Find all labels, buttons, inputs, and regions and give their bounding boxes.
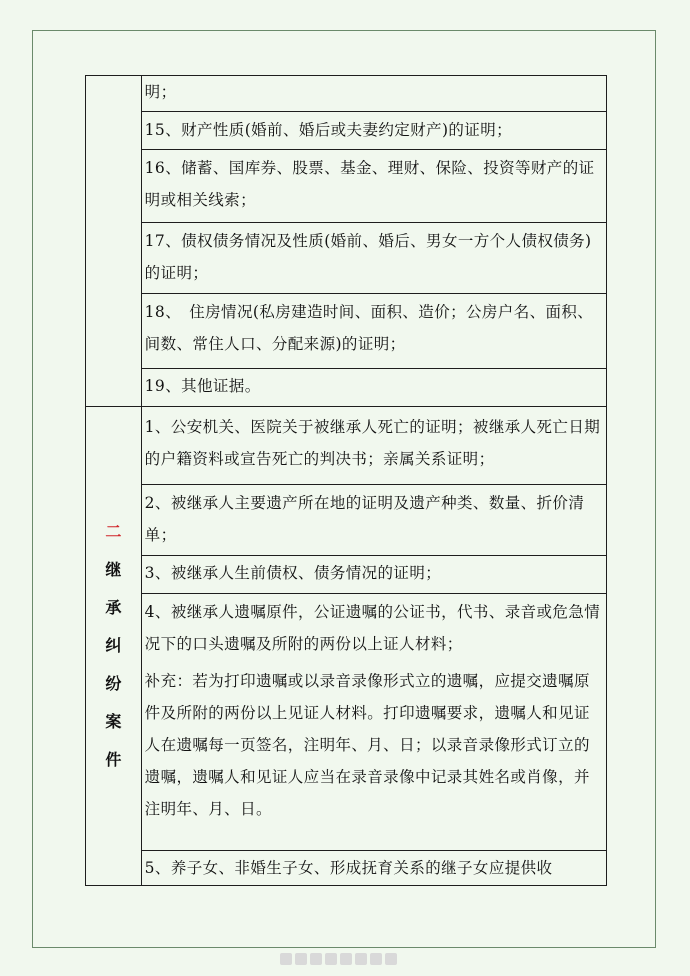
category-char: 纷 (105, 674, 122, 693)
table-row (141, 407, 606, 485)
row-text: 4、被继承人遗嘱原件，公证遗嘱的公证书，代书、录音或危急情况下的口头遗嘱及所附的两份以上证人材料； (144, 603, 601, 653)
table-row (141, 594, 606, 666)
category-char: 件 (105, 750, 122, 769)
table-row (141, 150, 606, 223)
row-text: 19、其他证据。 (144, 377, 261, 395)
row-text: 18、 住房情况(私房建造时间、面积、造价；公房户名、面积、间数、常住人口、分配来源)的证明； (144, 303, 594, 353)
table-row (141, 369, 606, 407)
row-text: 17、债权债务情况及性质(婚前、婚后、男女一方个人债权债务)的证明； (144, 232, 592, 282)
row-text: 2、被继承人主要遗产所在地的证明及遗产种类、数量、折价清单； (144, 494, 585, 544)
category-label (86, 513, 141, 779)
section-number: 二 (105, 522, 122, 541)
category-char: 承 (105, 598, 122, 617)
row-text: 补充：若为打印遗嘱或以录音录像形式立的遗嘱，应提交遗嘱原件及所附的两份以上见证人材料。打印遗嘱要求，遗嘱人和见证人在遗嘱每一页签名，注明年、月、日；以录音录像形式订立的遗嘱，遗嘱人和见证人应当在录音录像中记录其姓名或肖像，并注明年、月、日。 (144, 672, 590, 818)
category-cell-empty (86, 76, 142, 407)
table-row (141, 76, 606, 112)
category-cell-inheritance (86, 407, 142, 886)
watermark (280, 950, 406, 968)
table-row (141, 485, 606, 556)
table-row (141, 665, 606, 851)
row-text: 明； (144, 83, 177, 101)
evidence-table (85, 75, 607, 886)
category-char: 案 (105, 712, 122, 731)
table-row (141, 851, 606, 886)
row-text: 16、储蓄、国库券、股票、基金、理财、保险、投资等财产的证明或相关线索； (144, 159, 595, 209)
table-row (141, 112, 606, 150)
row-text: 5、养子女、非婚生子女、形成抚育关系的继子女应提供收 (144, 859, 553, 877)
table-row (141, 294, 606, 369)
row-text: 3、被继承人生前债权、债务情况的证明； (144, 564, 442, 582)
row-text: 1、公安机关、医院关于被继承人死亡的证明；被继承人死亡日期的户籍资料或宣告死亡的判决书；亲属关系证明； (144, 418, 601, 468)
row-text: 15、财产性质(婚前、婚后或夫妻约定财产)的证明； (144, 121, 512, 139)
category-char: 纠 (105, 636, 122, 655)
category-char: 继 (105, 560, 122, 579)
table-row (141, 556, 606, 594)
table-row (141, 223, 606, 294)
